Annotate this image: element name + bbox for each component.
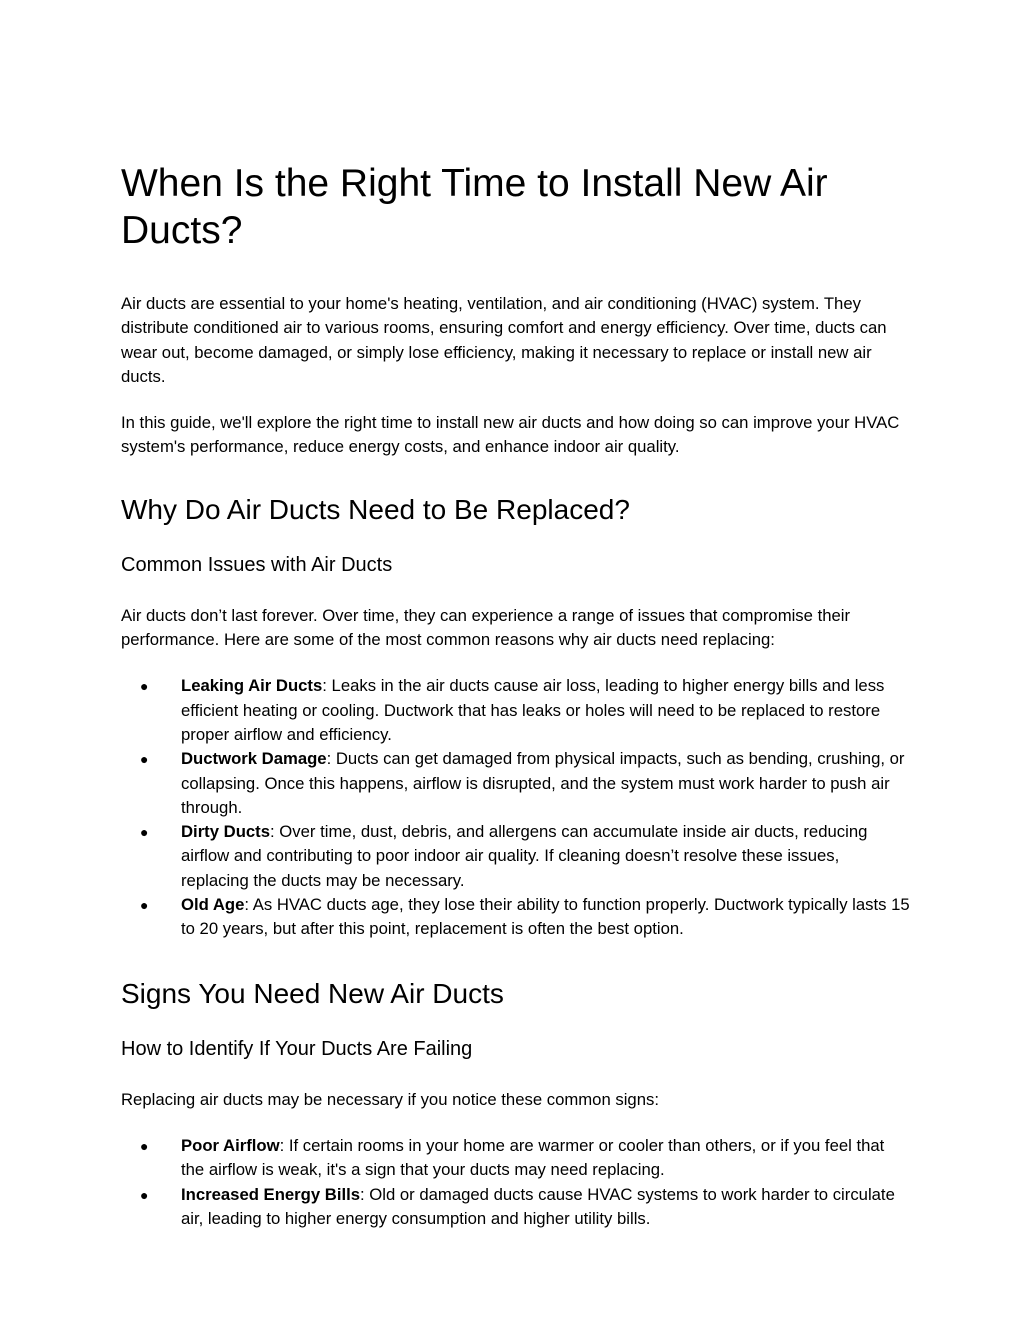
signs-list <box>121 1134 911 1231</box>
list-item-term: Increased Energy Bills <box>181 1184 361 1204</box>
list-item-term: Old Age <box>181 895 245 915</box>
intro-paragraph-2: In this guide, we'll explore the right time to install new air ducts and how doing so can improve your HVAC system's performance, reduce energy costs, and enhance indoor air quality. <box>121 413 900 457</box>
bullet-icon: ● <box>140 824 149 841</box>
list-item-term: Dirty Ducts <box>181 822 271 842</box>
section2-paragraph: Replacing air ducts may be necessary if you notice these common signs: <box>121 1089 659 1109</box>
list-item-text: : Old or damaged ducts cause HVAC systems to work harder to circulate air, leading to higher energy consumption and higher utility bills. <box>181 1184 895 1228</box>
list-item-text: : If certain rooms in your home are warmer or cooler than others, or if you feel that the airflow is weak, it's a sign that your ducts may need replacing. <box>181 1135 885 1180</box>
list-item <box>121 1183 911 1232</box>
list-item <box>121 893 911 942</box>
list-item <box>121 674 911 747</box>
document-page <box>121 160 911 1231</box>
subheading-common-issues: Common Issues with Air Ducts <box>121 553 393 576</box>
list-item-term: Poor Airflow <box>181 1135 280 1155</box>
list-item <box>121 1134 911 1183</box>
section-heading-why-replace: Why Do Air Ducts Need to Be Replaced? <box>121 493 630 525</box>
bullet-icon: ● <box>140 1186 149 1203</box>
list-item-term: Leaking Air Ducts <box>181 676 323 696</box>
bullet-icon: ● <box>140 678 149 695</box>
list-item-text: : Ducts can get damaged from physical impacts, such as bending, crushing, or collapsing. Once this happens, airflow is disrupted, and the system must work harder to push air through. <box>181 749 905 817</box>
page-title: When Is the Right Time to Install New Air Ducts? <box>121 162 828 252</box>
bullet-icon: ● <box>140 1137 149 1154</box>
intro-paragraph-1: Air ducts are essential to your home's heating, ventilation, and air conditioning (HVAC) system. They distribute conditioned air to various rooms, ensuring comfort and energy efficiency. Over time, ducts can wear out, become damaged, or simply lose efficiency, making it necessary to replace or install new air ducts. <box>121 294 887 386</box>
bullet-icon: ● <box>140 751 149 768</box>
bullet-icon: ● <box>140 897 149 914</box>
list-item <box>121 747 911 820</box>
list-item-term: Ductwork Damage <box>181 749 327 769</box>
list-item-text: : Leaks in the air ducts cause air loss, leading to higher energy bills and less efficient heating or cooling. Ductwork that has leaks or holes will need to be replaced to restore proper airflow and efficiency. <box>181 676 885 744</box>
list-item-text: : Over time, dust, debris, and allergens can accumulate inside air ducts, reducing airflow and contributing to poor indoor air quality. If cleaning doesn’t resolve these issues, replacing the ducts may be necessary. <box>181 822 868 890</box>
section-heading-signs: Signs You Need New Air Ducts <box>121 977 504 1009</box>
subheading-identify-failing: How to Identify If Your Ducts Are Failing <box>121 1037 473 1060</box>
section1-paragraph: Air ducts don’t last forever. Over time, they can experience a range of issues that compromise their performance. Here are some of the most common reasons why air ducts need replacing: <box>121 605 851 650</box>
list-item <box>121 820 911 893</box>
list-item-text: : As HVAC ducts age, they lose their ability to function properly. Ductwork typically lasts 15 to 20 years, but after this point, replacement is often the best option. <box>181 895 910 939</box>
common-issues-list <box>121 674 911 941</box>
